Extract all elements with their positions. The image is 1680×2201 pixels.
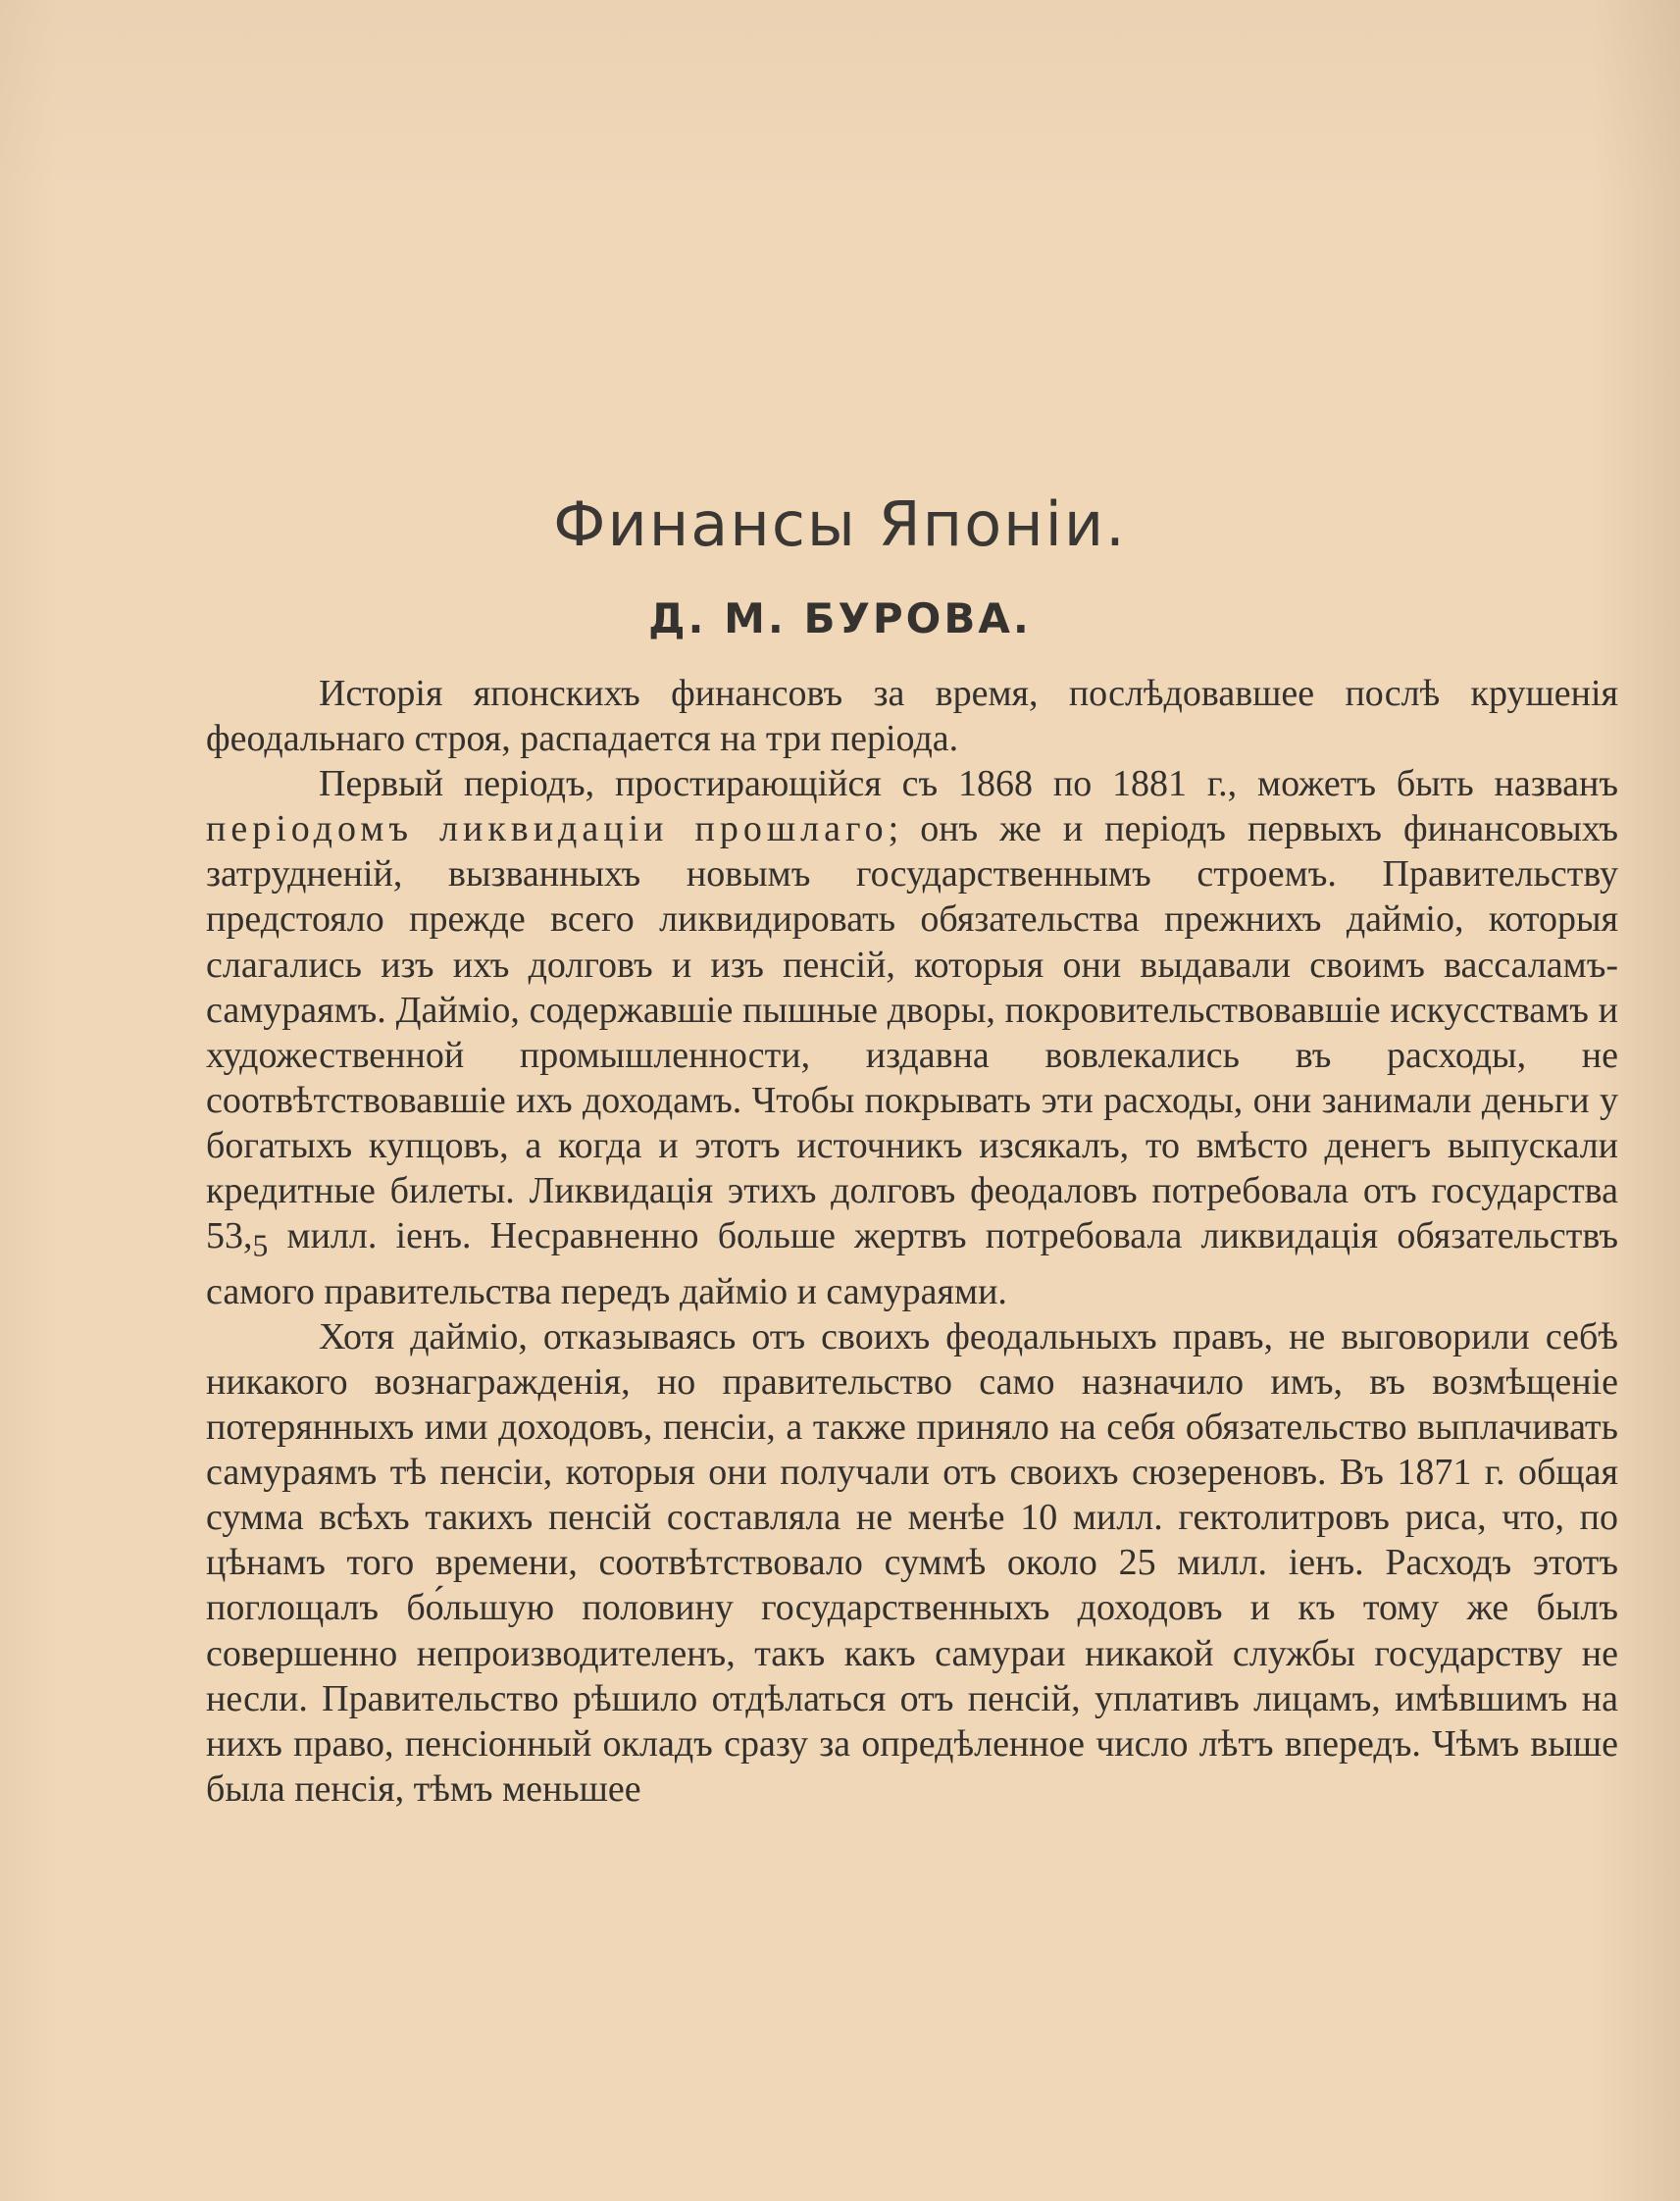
paragraph-1: Исторія японскихъ финансовъ за время, послѣдовавшее послѣ крушенія феодальнаго строя, распадается на три періода. (206, 673, 1618, 760)
article-author: Д. М. БУРОВА. (648, 594, 1032, 642)
paragraph-2-part-a: Первый періодъ, простирающійся съ 1868 по 1881 г., можетъ быть названъ (319, 763, 1618, 805)
paragraph-2 (206, 761, 1618, 1314)
paragraph-3: Хотя дайміо, отказываясь отъ своихъ феодальныхъ правъ, не выговорили себѣ никакого вознагражденія, но правительство само назначило имъ, въ возмѣщеніе потерянныхъ ими доходовъ, пенсіи, а также приняло на себя обязательство выплачивать самураямъ тѣ пенсіи, которыя они получали отъ своихъ сюзереновъ. Въ 1871 г. общая сумма всѣхъ такихъ пенсій составляла не менѣе 10 милл. гектолитровъ риса, что, по цѣнамъ того времени, соотвѣтствовало суммѣ около 25 милл. іенъ. Расходъ этотъ поглощалъ бо́льшую половину государственныхъ доходовъ и къ тому же былъ совершенно непроизводителенъ, такъ какъ самураи никакой службы государству не несли. Правительство рѣшило отдѣлаться отъ пенсій, уплативъ лицамъ, имѣвшимъ на нихъ право, пенсіонный окладъ сразу за опредѣленное число лѣтъ впередъ. Чѣмъ выше была пенсія, тѣмъ меньшее (206, 1315, 1618, 1810)
paragraph-2-part-c: милл. іенъ. Несравненно больше жертвъ потребовала ликвидація обязательствъ самого правительства передъ дайміо и самураями. (206, 1215, 1618, 1312)
spaced-emphasis: періодомъ ликвидаціи прошлаго (206, 808, 889, 850)
article-title: Финансы Японіи. (553, 488, 1127, 560)
article-body (206, 671, 1618, 1812)
paragraph-2-part-b: ; онъ же и періодъ первыхъ финансовыхъ затрудненій, вызванныхъ новымъ государственнымъ строемъ. Правительству предстояло прежде всего ликвидировать обязательства прежнихъ дайміо, которыя слагались изъ ихъ долговъ и изъ пенсій, которыя они выдавали своимъ вассаламъ-самураямъ. Дайміо, содержавшіе пышные дворы, покровительствовавшіе искусствамъ и художественной промышленности, издавна вовлекались въ расходы, не соотвѣтствовавшіе ихъ доходамъ. Чтобы покрывать эти расходы, они занимали деньги у богатыхъ купцовъ, а когда и этотъ источникъ изсякалъ, то вмѣсто денегъ выпускали кредитные билеты. Ликвидація этихъ долговъ феодаловъ потребовала отъ государства 53, (206, 808, 1618, 1257)
subscript-digit: 5 (252, 1228, 269, 1263)
